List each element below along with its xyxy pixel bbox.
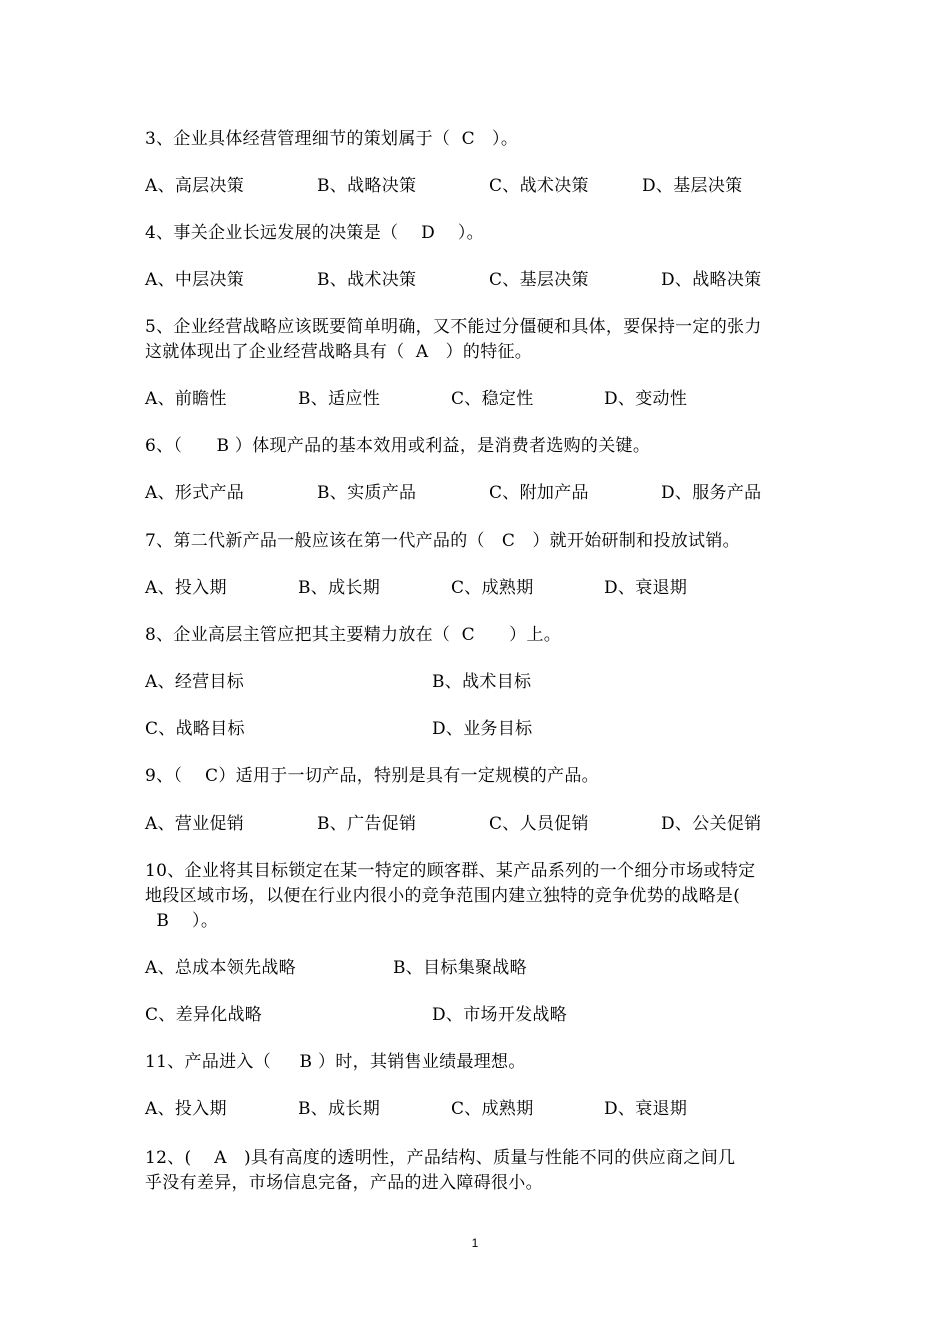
question-6-option-b: B、实质产品 [317, 483, 417, 503]
question-10-stem-line-1: 10、企业将其目标锁定在某一特定的顾客群、某产品系列的一个细分市场或特定 [145, 861, 756, 881]
question-10-stem-line-3: B ）。 [145, 911, 219, 931]
question-11-option-d: D、衰退期 [604, 1099, 688, 1119]
question-6-option-c: C、附加产品 [489, 483, 589, 503]
question-7-option-d: D、衰退期 [604, 578, 688, 598]
question-5-option-c: C、稳定性 [451, 389, 534, 409]
question-10-option-d: D、市场开发战略 [432, 1005, 568, 1025]
question-7-stem: 7、第二代新产品一般应该在第一代产品的（ C ）就开始研制和投放试销。 [145, 531, 740, 551]
question-12-stem-line-2: 乎没有差异，市场信息完备，产品的进入障碍很小。 [145, 1173, 543, 1193]
question-11-option-c: C、成熟期 [451, 1099, 534, 1119]
question-7-option-b: B、成长期 [298, 578, 380, 598]
question-9-stem: 9、（ C）适用于一切产品，特别是具有一定规模的产品。 [145, 766, 599, 786]
question-4-option-a: A、中层决策 [145, 270, 245, 290]
question-12-stem-line-1: 12、( A )具有高度的透明性，产品结构、质量与性能不同的供应商之间几 [145, 1148, 736, 1168]
question-5-option-a: A、前瞻性 [145, 389, 227, 409]
question-10-option-a: A、总成本领先战略 [145, 958, 296, 978]
question-3-option-c: C、战术决策 [489, 176, 589, 196]
question-4-option-b: B、战术决策 [317, 270, 417, 290]
question-4-option-c: C、基层决策 [489, 270, 589, 290]
question-8-option-d: D、业务目标 [432, 719, 533, 739]
question-5-stem-line-2: 这就体现出了企业经营战略具有（ A ）的特征。 [145, 342, 533, 362]
question-10-stem-line-2: 地段区域市场，以便在行业内很小的竞争范围内建立独特的竞争优势的战略是( [145, 886, 741, 906]
question-10-option-c: C、差异化战略 [145, 1005, 263, 1025]
question-6-option-a: A、形式产品 [145, 483, 245, 503]
question-3-stem: 3、企业具体经营管理细节的策划属于（ C ）。 [145, 129, 519, 149]
question-3-option-b: B、战略决策 [317, 176, 417, 196]
question-10-option-b: B、目标集聚战略 [393, 958, 527, 978]
question-6-option-d: D、服务产品 [661, 483, 762, 503]
question-8-option-c: C、战略目标 [145, 719, 245, 739]
question-9-option-a: A、营业促销 [145, 814, 245, 834]
question-9-option-d: D、公关促销 [661, 814, 762, 834]
question-11-option-a: A、投入期 [145, 1099, 227, 1119]
question-3-option-a: A、高层决策 [145, 176, 245, 196]
question-11-stem: 11、产品进入（ B ）时，其销售业绩最理想。 [145, 1052, 526, 1072]
question-5-option-b: B、适应性 [298, 389, 380, 409]
question-5-option-d: D、变动性 [604, 389, 688, 409]
question-11-option-b: B、成长期 [298, 1099, 380, 1119]
question-6-stem: 6、（ B ）体现产品的基本效用或利益，是消费者选购的关键。 [145, 436, 651, 456]
question-8-stem: 8、企业高层主管应把其主要精力放在（ C ）上。 [145, 625, 562, 645]
question-7-option-c: C、成熟期 [451, 578, 534, 598]
question-3-option-d: D、基层决策 [642, 176, 743, 196]
question-5-stem-line-1: 5、企业经营战略应该既要简单明确，又不能过分僵硬和具体，要保持一定的张力 [145, 317, 762, 337]
question-4-option-d: D、战略决策 [661, 270, 762, 290]
question-4-stem: 4、事关企业长远发展的决策是（ D ）。 [145, 223, 484, 243]
question-9-option-b: B、广告促销 [317, 814, 417, 834]
question-9-option-c: C、人员促销 [489, 814, 589, 834]
page-number: 1 [471, 1236, 479, 1250]
question-7-option-a: A、投入期 [145, 578, 227, 598]
question-8-option-a: A、经营目标 [145, 672, 245, 692]
question-8-option-b: B、战术目标 [432, 672, 532, 692]
